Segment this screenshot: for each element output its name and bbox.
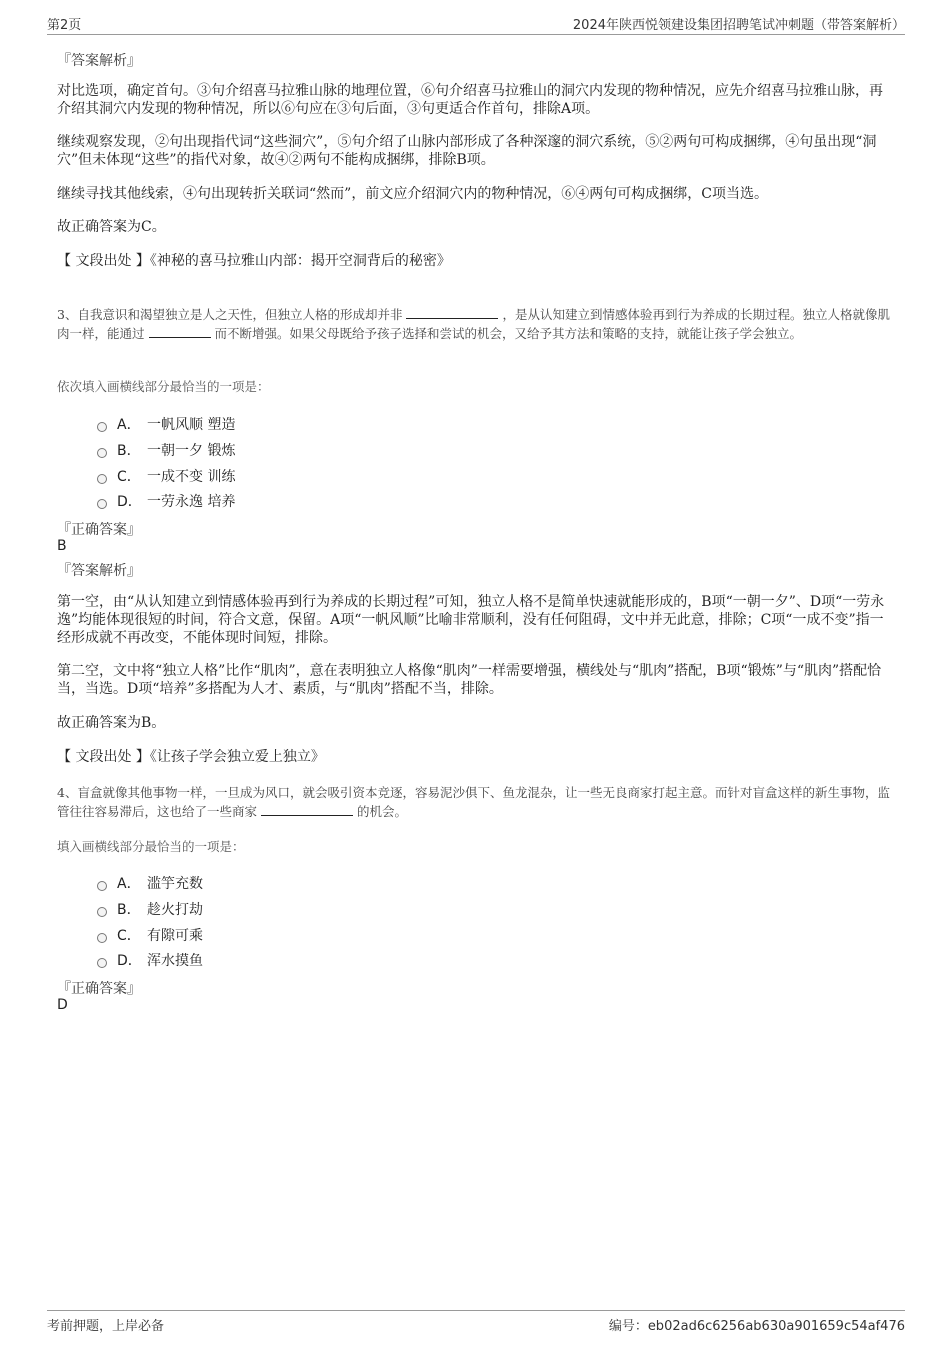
page-header	[47, 14, 905, 35]
q3-correct-answer: B	[57, 538, 67, 554]
option-text: 一朝一夕 锻炼	[147, 443, 236, 459]
q4-question-text	[57, 783, 897, 821]
q3-text-part-1: 3、自我意识和渴望独立是人之天性，但独立人格的形成却并非	[57, 307, 403, 322]
q4-text-part-2: 的机会。	[357, 804, 408, 819]
radio-icon[interactable]	[97, 933, 107, 943]
footer-serial-number: 编号：eb02ad6c6256ab630a901659c54af476	[608, 1319, 905, 1334]
source-prefix: 【 文段出处 】	[57, 253, 150, 269]
option-text: 一成不变 训练	[147, 469, 236, 485]
radio-icon[interactable]	[97, 474, 107, 484]
option-text: 一帆风顺 塑造	[147, 417, 236, 433]
document-title: 2024年陕西悦领建设集团招聘笔试冲刺题（带答案解析）	[572, 18, 905, 33]
option-text: 趁火打劫	[147, 902, 203, 918]
q3-analysis-label: 『答案解析』	[57, 563, 141, 579]
q4-option-b[interactable]	[97, 899, 203, 919]
q4-correct-answer: D	[57, 997, 68, 1013]
q4-option-d[interactable]	[97, 950, 203, 970]
option-letter: A．	[117, 417, 141, 433]
q3-correct-answer-label: 『正确答案』	[57, 522, 141, 538]
radio-icon[interactable]	[97, 881, 107, 891]
q2-answer-conclusion: 故正确答案为C。	[57, 219, 166, 235]
option-text: 浑水摸鱼	[147, 953, 203, 969]
q3-text-part-3: 而不断增强。如果父母既给予孩子选择和尝试的机会，又给予其方法和策略的支持，就能让孩子学会独立。	[214, 326, 803, 341]
q3-question-text	[57, 305, 897, 343]
q2-source-title: 《神秘的喜马拉雅山内部：揭开空洞背后的秘密》	[149, 253, 451, 269]
q2-analysis-para-2: 继续观察发现，②句出现指代词“这些洞穴”，⑤句介绍了山脉内部形成了各种深邃的洞穴系统，⑤②两句可构成捆绑，④句虽出现“洞穴”但未体现“这些”的指代对象，故④②两句不能构成捆绑，排除B项。	[57, 134, 877, 168]
option-text: 滥竽充数	[147, 876, 203, 892]
page-footer	[47, 1310, 905, 1333]
q2-source	[57, 252, 887, 270]
q2-analysis-para-3: 继续寻找其他线索，④句出现转折关联词“然而”，前文应介绍洞穴内的物种情况，⑥④两句可构成捆绑，C项当选。	[57, 186, 769, 202]
q3-option-b[interactable]	[97, 440, 235, 460]
q3-option-d[interactable]	[97, 491, 235, 511]
q3-option-c[interactable]	[97, 466, 235, 486]
q3-answer-conclusion: 故正确答案为B。	[57, 715, 166, 731]
option-text: 一劳永逸 培养	[147, 494, 236, 510]
q3-source-title: 《让孩子学会独立爱上独立》	[149, 749, 325, 765]
q3-option-a[interactable]	[97, 414, 235, 434]
q2-analysis-label: 『答案解析』	[57, 53, 141, 69]
q3-text-part-2: ，是从认知建立到情感体验再到行为养成的长期过程。独立人格就像肌肉一样，能通过	[57, 307, 890, 341]
radio-icon[interactable]	[97, 422, 107, 432]
q4-option-a[interactable]	[97, 873, 203, 893]
q4-text-part-1: 4、盲盒就像其他事物一样，一旦成为风口，就会吸引资本竞逐，容易泥沙俱下、鱼龙混杂，让一些无良商家打起主意。而针对盲盒这样的新生事物，监管往往容易滞后，这也给了一些商家	[57, 785, 890, 819]
q4-correct-answer-label: 『正确答案』	[57, 981, 141, 997]
q3-blank-2	[149, 324, 211, 338]
option-letter: D．	[117, 953, 142, 969]
q2-analysis-para-1: 对比选项，确定首句。③句介绍喜马拉雅山脉的地理位置，⑥句介绍喜马拉雅山的洞穴内发现的物种情况，应先介绍喜马拉雅山脉，再介绍其洞穴内发现的物种情况，所以⑥句应在③句后面，③句更适合作首句，排除A项。	[57, 83, 883, 117]
radio-icon[interactable]	[97, 448, 107, 458]
q4-option-c[interactable]	[97, 925, 203, 945]
option-letter: B．	[117, 443, 141, 459]
q3-prompt: 依次填入画横线部分最恰当的一项是：	[57, 379, 270, 394]
q3-analysis-para-2: 第二空，文中将“独立人格”比作“肌肉”，意在表明独立人格像“肌肉”一样需要增强，横线处与“肌肉”搭配，B项“锻炼”与“肌肉”搭配恰当，当选。D项“培养”多搭配为人才、素质，与“肌肉”搭配不当，排除。	[57, 663, 882, 697]
source-prefix: 【 文段出处 】	[57, 749, 150, 765]
option-letter: C．	[117, 928, 141, 944]
option-letter: C．	[117, 469, 141, 485]
option-text: 有隙可乘	[147, 928, 203, 944]
radio-icon[interactable]	[97, 907, 107, 917]
option-letter: B．	[117, 902, 141, 918]
q4-blank	[261, 802, 353, 816]
q3-analysis-para-1: 第一空，由“从认知建立到情感体验再到行为养成的长期过程”可知，独立人格不是简单快速就能形成的，B项“一朝一夕”、D项“一劳永逸”均能体现很短的时间，符合文意，保留。A项“一帆风顺”比喻非常顺利，没有任何阻碍，文中并无此意，排除；C项“一成不变”指一经形成就不再改变，不能体现时间短，排除。	[57, 594, 885, 646]
footer-slogan: 考前押题，上岸必备	[47, 1319, 165, 1334]
q3-blank-1	[406, 305, 498, 319]
q3-source	[57, 748, 887, 766]
page-number: 第2页	[47, 18, 82, 33]
option-letter: D．	[117, 494, 142, 510]
radio-icon[interactable]	[97, 958, 107, 968]
radio-icon[interactable]	[97, 499, 107, 509]
option-letter: A．	[117, 876, 141, 892]
q4-prompt: 填入画横线部分最恰当的一项是：	[57, 839, 245, 854]
